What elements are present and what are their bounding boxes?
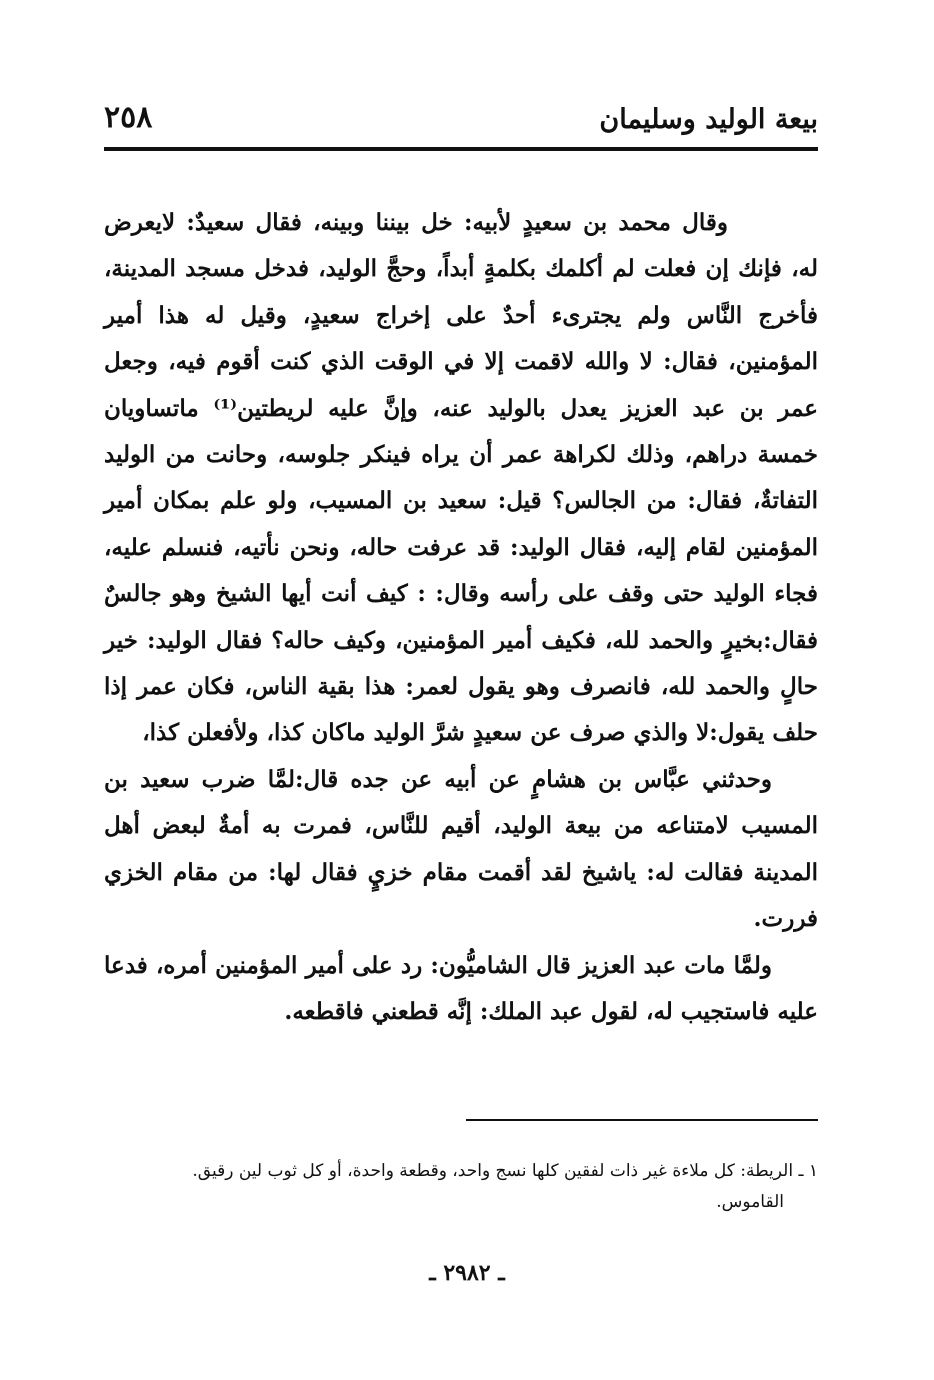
footnote-source: القاموس. <box>716 1192 784 1212</box>
footnote <box>100 1156 818 1218</box>
paragraph: ولمَّا مات عبد العزيز قال الشاميُّون: رد على أمير المؤمنين أمره، فدعا عليه فاستجيب له، لقول عبد الملك: إنَّه قطعني فاقطعه. <box>104 951 818 1025</box>
main-text <box>104 200 818 1035</box>
paragraph: وقال محمد بن سعيدٍ لأبيه: خل بيننا وبينه، فقال سعيدٌ: لايعرض له، فإنك إن فعلت لم أكلمك بكلمةٍ أبداً، وحجَّ الوليد، فدخل مسجد المدينة، فأخرج النَّاس ولم يجترىء أحدٌ على إخراج سعيدٍ، وقيل له هذا أمير المؤمنين، فقال: لا والله لاقمت إلا في الوقت الذي كنت أقوم فيه، وجعل عمر بن عبد العزيز يعدل بالوليد عنه، وإنَّ عليه لريطتين⁽¹⁾ ماتساويان خمسة دراهم، وذلك لكراهة عمر أن يراه فينكر جلوسه، وحانت من الوليد التفاتةٌ، فقال: من الجالس؟ قيل: سعيد بن المسيب، ولو علم بمكان أمير المؤمنين لقام إليه، فقال الوليد: قد عرفت حاله، ونحن نأتيه، فنسلم عليه، فجاء الوليد حتى وقف على رأسه وقال: : كيف أنت أيها الشيخ وهو جالسٌ فقال:بخيرٍ والحمد لله، فكيف أمير المؤمنين، وكيف حاله؟ فقال الوليد: خير حالٍ والحمد لله، فانصرف وهو يقول لعمر: هذا بقية الناس، فكان عمر إذا حلف يقول:لا والذي صرف عن سعيدٍ شرَّ الوليد ماكان كذا، ولأفعلن كذا، <box>104 209 818 747</box>
folio-page-number: ـ ٢٩٨٢ ـ <box>429 1260 505 1286</box>
footnote-divider <box>466 1119 818 1121</box>
header-title: بيعة الوليد وسليمان <box>599 104 818 135</box>
running-header <box>104 96 818 146</box>
paragraph: وحدثني عبَّاس بن هشامٍ عن أبيه عن جده قال:لمَّا ضرب سعيد بن المسيب لامتناعه من بيعة الوليد، أقيم للنَّاس، فمرت به أمةٌ لبعض أهل المدينة فقالت له: ياشيخ لقد أقمت مقام خزيٍ فقال لها: من مقام الخزي فررت. <box>104 765 818 933</box>
header-rule <box>104 147 818 151</box>
header-page-number: ٢٥٨ <box>104 100 153 135</box>
footnote-text: ١ ـ الريطة: كل ملاءة غير ذات لفقين كلها نسج واحد، وقطعة واحدة، أو كل ثوب لين رقيق. <box>192 1161 818 1181</box>
